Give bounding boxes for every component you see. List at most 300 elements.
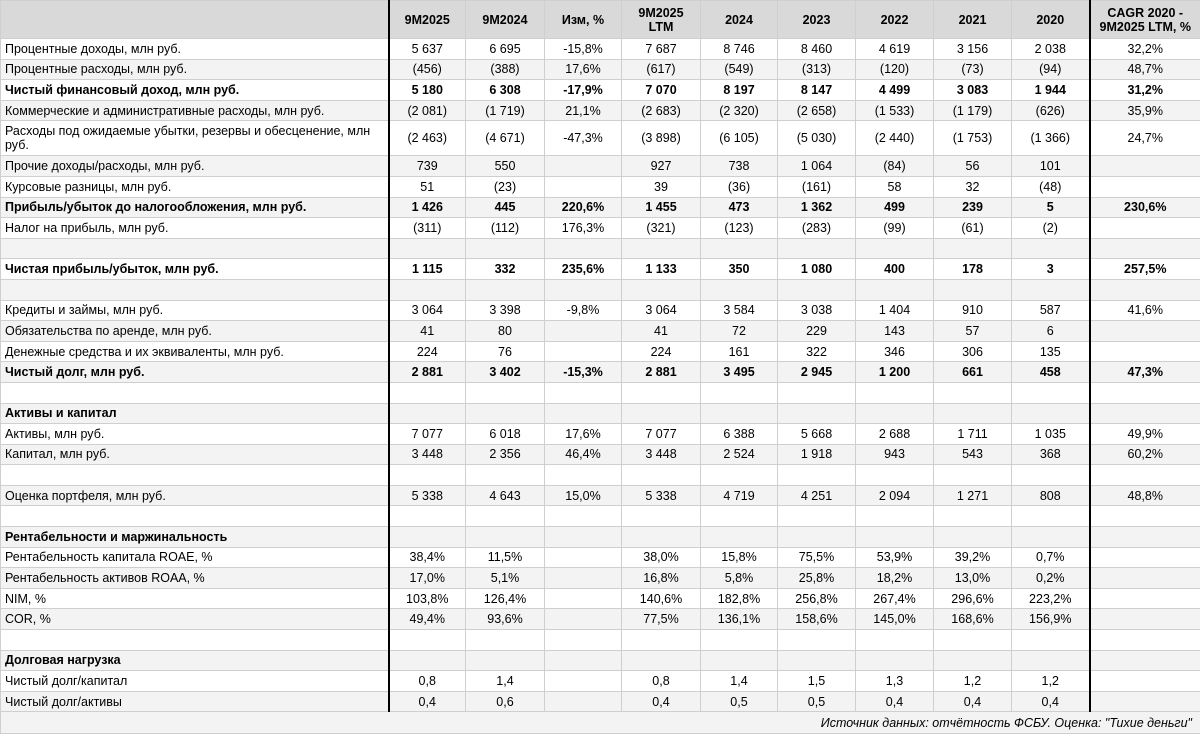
table-cell: (1 533) [856, 100, 934, 121]
table-cell: 21,1% [545, 100, 622, 121]
table-cell: 296,6% [934, 588, 1012, 609]
table-cell: 39,2% [934, 547, 1012, 568]
table-cell [1090, 156, 1200, 177]
table-cell: 473 [701, 197, 778, 218]
table-cell: 77,5% [622, 609, 701, 630]
table-cell: 4 719 [701, 485, 778, 506]
table-cell [389, 650, 466, 671]
table-cell [466, 238, 545, 259]
table-cell [545, 176, 622, 197]
table-cell: 0,4 [934, 691, 1012, 712]
table-cell: 257,5% [1090, 259, 1200, 280]
source-note: Источник данных: отчётность ФСБУ. Оценка: "Тихие деньги" [1, 712, 1200, 734]
row-label: Процентные расходы, млн руб. [1, 59, 389, 80]
table-cell: 1 271 [934, 485, 1012, 506]
table-row [1, 121, 1200, 156]
row-label [1, 506, 389, 527]
table-cell: (36) [701, 176, 778, 197]
table-cell: 35,9% [1090, 100, 1200, 121]
table-cell: 25,8% [778, 568, 856, 589]
table-cell: 145,0% [856, 609, 934, 630]
table-row [1, 609, 1200, 630]
row-label [1, 630, 389, 651]
table-cell: 3 064 [622, 300, 701, 321]
table-cell [1090, 630, 1200, 651]
table-cell: 7 077 [622, 424, 701, 445]
table-cell [1090, 671, 1200, 692]
table-row [1, 341, 1200, 362]
table-row [1, 671, 1200, 692]
table-row [1, 218, 1200, 239]
table-cell: 1,4 [466, 671, 545, 692]
table-cell: 2 524 [701, 444, 778, 465]
row-label [1, 279, 389, 300]
table-cell [1090, 609, 1200, 630]
table-cell: 0,2% [1012, 568, 1090, 589]
table-row [1, 321, 1200, 342]
table-cell [545, 156, 622, 177]
table-cell [778, 506, 856, 527]
table-cell [1090, 506, 1200, 527]
row-label: Долговая нагрузка [1, 650, 389, 671]
table-cell: 4 251 [778, 485, 856, 506]
table-cell: 445 [466, 197, 545, 218]
table-cell: 11,5% [466, 547, 545, 568]
table-cell: 57 [934, 321, 1012, 342]
table-cell [466, 506, 545, 527]
table-row [1, 100, 1200, 121]
table-cell: 1,4 [701, 671, 778, 692]
table-cell [1012, 382, 1090, 403]
table-cell: 46,4% [545, 444, 622, 465]
table-cell [389, 403, 466, 424]
row-label: Капитал, млн руб. [1, 444, 389, 465]
table-cell: (1 753) [934, 121, 1012, 156]
table-cell [622, 279, 701, 300]
table-cell [701, 465, 778, 486]
table-cell: 5 338 [389, 485, 466, 506]
table-cell: 47,3% [1090, 362, 1200, 383]
table-cell: 267,4% [856, 588, 934, 609]
table-cell: 5 668 [778, 424, 856, 445]
table-cell: 6 018 [466, 424, 545, 445]
table-cell: 458 [1012, 362, 1090, 383]
table-cell: 2 688 [856, 424, 934, 445]
table-cell: 220,6% [545, 197, 622, 218]
table-cell: 143 [856, 321, 934, 342]
table-cell: (617) [622, 59, 701, 80]
row-label: Кредиты и займы, млн руб. [1, 300, 389, 321]
table-cell: 5 338 [622, 485, 701, 506]
table-cell: 3 402 [466, 362, 545, 383]
row-label: Чистая прибыль/убыток, млн руб. [1, 259, 389, 280]
table-row [1, 547, 1200, 568]
row-label: Чистый долг/активы [1, 691, 389, 712]
table-cell: 16,8% [622, 568, 701, 589]
row-label: Прочие доходы/расходы, млн руб. [1, 156, 389, 177]
table-cell: 2 038 [1012, 39, 1090, 60]
column-header: Изм, % [545, 1, 622, 39]
table-cell: 3 584 [701, 300, 778, 321]
column-header: CAGR 2020 - 9M2025 LTM, % [1090, 1, 1200, 39]
table-cell: 56 [934, 156, 1012, 177]
table-cell [1012, 403, 1090, 424]
table-cell: 1 064 [778, 156, 856, 177]
table-cell: 49,4% [389, 609, 466, 630]
table-cell: 0,6 [466, 691, 545, 712]
table-cell [856, 630, 934, 651]
table-cell: 32 [934, 176, 1012, 197]
table-cell: (84) [856, 156, 934, 177]
table-cell [934, 527, 1012, 548]
table-row [1, 197, 1200, 218]
table-cell: 156,9% [1012, 609, 1090, 630]
table-cell: 1 035 [1012, 424, 1090, 445]
table-cell: (1 179) [934, 100, 1012, 121]
table-cell: 229 [778, 321, 856, 342]
table-cell: 176,3% [545, 218, 622, 239]
table-cell [545, 650, 622, 671]
table-cell [856, 527, 934, 548]
table-cell [545, 547, 622, 568]
table-cell [778, 279, 856, 300]
table-cell: 322 [778, 341, 856, 362]
column-header: 2021 [934, 1, 1012, 39]
table-cell: 7 070 [622, 80, 701, 101]
row-label: Курсовые разницы, млн руб. [1, 176, 389, 197]
table-cell [1090, 547, 1200, 568]
table-cell [1012, 630, 1090, 651]
table-cell: 39 [622, 176, 701, 197]
table-cell [701, 238, 778, 259]
table-cell [1012, 650, 1090, 671]
column-header: 9M2024 [466, 1, 545, 39]
table-cell: 38,0% [622, 547, 701, 568]
table-cell: (123) [701, 218, 778, 239]
table-cell [622, 506, 701, 527]
table-cell [1090, 527, 1200, 548]
table-cell [778, 403, 856, 424]
table-cell: (311) [389, 218, 466, 239]
table-cell: -17,9% [545, 80, 622, 101]
row-label [1, 465, 389, 486]
row-label: Чистый долг, млн руб. [1, 362, 389, 383]
column-header: 2024 [701, 1, 778, 39]
table-cell: 235,6% [545, 259, 622, 280]
table-cell [466, 382, 545, 403]
table-cell [1090, 691, 1200, 712]
table-cell: 239 [934, 197, 1012, 218]
table-cell: (2 320) [701, 100, 778, 121]
table-cell [1090, 341, 1200, 362]
table-cell [1090, 279, 1200, 300]
table-cell [466, 527, 545, 548]
table-cell: 0,7% [1012, 547, 1090, 568]
table-cell [545, 691, 622, 712]
table-cell [701, 527, 778, 548]
table-row [1, 279, 1200, 300]
table-cell [545, 527, 622, 548]
table-cell: 4 643 [466, 485, 545, 506]
table-cell [1012, 465, 1090, 486]
table-cell [934, 506, 1012, 527]
table-cell: 17,6% [545, 424, 622, 445]
table-cell: 0,4 [1012, 691, 1090, 712]
table-cell: 332 [466, 259, 545, 280]
table-cell: 2 881 [389, 362, 466, 383]
table-cell [545, 465, 622, 486]
header-label-cell [1, 1, 389, 39]
table-cell [545, 321, 622, 342]
table-cell: 17,0% [389, 568, 466, 589]
table-cell [545, 382, 622, 403]
table-cell [701, 506, 778, 527]
table-cell: (2 658) [778, 100, 856, 121]
table-cell: (2 683) [622, 100, 701, 121]
table-cell: 17,6% [545, 59, 622, 80]
table-cell: 158,6% [778, 609, 856, 630]
table-cell: 1 918 [778, 444, 856, 465]
table-cell [622, 527, 701, 548]
table-row [1, 506, 1200, 527]
table-cell: 135 [1012, 341, 1090, 362]
table-cell [545, 238, 622, 259]
table-cell: 41 [389, 321, 466, 342]
table-cell [856, 403, 934, 424]
table-cell [466, 279, 545, 300]
table-row [1, 382, 1200, 403]
table-cell [545, 506, 622, 527]
table-cell [1090, 588, 1200, 609]
table-cell: 41 [622, 321, 701, 342]
row-label [1, 382, 389, 403]
table-cell [1012, 238, 1090, 259]
table-cell: 943 [856, 444, 934, 465]
table-cell: (99) [856, 218, 934, 239]
table-cell: 4 619 [856, 39, 934, 60]
table-cell [1090, 382, 1200, 403]
table-cell: 5,8% [701, 568, 778, 589]
table-cell [389, 465, 466, 486]
table-cell [778, 650, 856, 671]
table-cell: -15,8% [545, 39, 622, 60]
table-cell: 3 448 [389, 444, 466, 465]
table-cell: 38,4% [389, 547, 466, 568]
table-row [1, 485, 1200, 506]
table-cell: 2 945 [778, 362, 856, 383]
table-cell [856, 382, 934, 403]
table-cell: 2 356 [466, 444, 545, 465]
table-cell [1090, 650, 1200, 671]
table-cell: (313) [778, 59, 856, 80]
table-cell: 5 [1012, 197, 1090, 218]
table-cell: 136,1% [701, 609, 778, 630]
table-row [1, 465, 1200, 486]
row-label: Обязательства по аренде, млн руб. [1, 321, 389, 342]
table-cell [1090, 568, 1200, 589]
table-row [1, 527, 1200, 548]
column-header: 2023 [778, 1, 856, 39]
table-cell: 5 180 [389, 80, 466, 101]
row-label: COR, % [1, 609, 389, 630]
table-cell: 7 687 [622, 39, 701, 60]
table-cell: 8 746 [701, 39, 778, 60]
table-cell: 0,4 [622, 691, 701, 712]
table-cell [778, 527, 856, 548]
table-cell [701, 279, 778, 300]
table-cell: 161 [701, 341, 778, 362]
table-cell: 224 [389, 341, 466, 362]
table-cell: 223,2% [1012, 588, 1090, 609]
row-label: Процентные доходы, млн руб. [1, 39, 389, 60]
table-cell: 6 [1012, 321, 1090, 342]
table-cell [545, 588, 622, 609]
table-cell: 48,8% [1090, 485, 1200, 506]
table-cell: 368 [1012, 444, 1090, 465]
table-cell: 32,2% [1090, 39, 1200, 60]
table-cell: 1 362 [778, 197, 856, 218]
table-cell: 76 [466, 341, 545, 362]
table-cell: 6 695 [466, 39, 545, 60]
table-cell [701, 382, 778, 403]
table-cell: 1 115 [389, 259, 466, 280]
row-label: Расходы под ожидаемые убытки, резервы и обесценение, млн руб. [1, 121, 389, 156]
table-cell: (2 463) [389, 121, 466, 156]
table-cell: 24,7% [1090, 121, 1200, 156]
table-cell: 256,8% [778, 588, 856, 609]
table-cell [856, 279, 934, 300]
table-cell [545, 609, 622, 630]
table-cell [389, 238, 466, 259]
table-cell: 0,4 [389, 691, 466, 712]
table-cell: 53,9% [856, 547, 934, 568]
table-cell [1090, 465, 1200, 486]
table-cell [778, 630, 856, 651]
table-cell: 178 [934, 259, 1012, 280]
table-cell: (112) [466, 218, 545, 239]
table-cell [545, 279, 622, 300]
table-cell: -47,3% [545, 121, 622, 156]
table-cell: 1 944 [1012, 80, 1090, 101]
table-cell: 1 404 [856, 300, 934, 321]
table-cell: 0,8 [622, 671, 701, 692]
column-header: 2020 [1012, 1, 1090, 39]
row-label: NIM, % [1, 588, 389, 609]
table-cell: 140,6% [622, 588, 701, 609]
table-cell [1012, 279, 1090, 300]
table-cell [622, 382, 701, 403]
table-cell: 48,7% [1090, 59, 1200, 80]
table-cell: 182,8% [701, 588, 778, 609]
table-row [1, 39, 1200, 60]
table-cell [466, 465, 545, 486]
table-cell: 738 [701, 156, 778, 177]
table-cell: 3 083 [934, 80, 1012, 101]
table-cell: 75,5% [778, 547, 856, 568]
table-row [1, 362, 1200, 383]
table-cell: 8 460 [778, 39, 856, 60]
table-cell: 1,2 [1012, 671, 1090, 692]
table-row [1, 259, 1200, 280]
table-cell [856, 465, 934, 486]
table-cell [934, 650, 1012, 671]
row-label: Прибыль/убыток до налогообложения, млн руб. [1, 197, 389, 218]
table-cell: (2 440) [856, 121, 934, 156]
table-cell: 5,1% [466, 568, 545, 589]
table-cell: (2) [1012, 218, 1090, 239]
table-cell [545, 630, 622, 651]
table-row [1, 80, 1200, 101]
table-cell: 400 [856, 259, 934, 280]
row-label: Чистый долг/капитал [1, 671, 389, 692]
table-cell [934, 465, 1012, 486]
column-header: 9M2025 LTM [622, 1, 701, 39]
table-cell [545, 568, 622, 589]
table-cell [934, 382, 1012, 403]
table-cell: 306 [934, 341, 1012, 362]
table-cell: 927 [622, 156, 701, 177]
table-cell [466, 630, 545, 651]
table-cell: (626) [1012, 100, 1090, 121]
table-cell: 15,0% [545, 485, 622, 506]
table-cell: 910 [934, 300, 1012, 321]
table-cell: (549) [701, 59, 778, 80]
table-cell: 224 [622, 341, 701, 362]
table-cell [622, 630, 701, 651]
table-cell: 739 [389, 156, 466, 177]
table-cell: 543 [934, 444, 1012, 465]
row-label: Налог на прибыль, млн руб. [1, 218, 389, 239]
table-row [1, 630, 1200, 651]
table-cell: 49,9% [1090, 424, 1200, 445]
table-cell: 587 [1012, 300, 1090, 321]
table-cell: 13,0% [934, 568, 1012, 589]
table-cell [701, 403, 778, 424]
table-cell: (161) [778, 176, 856, 197]
table-cell: 808 [1012, 485, 1090, 506]
table-cell [856, 506, 934, 527]
table-cell [1012, 506, 1090, 527]
table-cell: (73) [934, 59, 1012, 80]
table-cell [622, 465, 701, 486]
table-cell [856, 650, 934, 671]
table-cell [1012, 527, 1090, 548]
table-cell: 1 711 [934, 424, 1012, 445]
table-cell: 1 133 [622, 259, 701, 280]
table-cell: 350 [701, 259, 778, 280]
table-cell: 3 [1012, 259, 1090, 280]
table-cell: 1,3 [856, 671, 934, 692]
table-cell [778, 382, 856, 403]
table-cell: (456) [389, 59, 466, 80]
table-cell: (3 898) [622, 121, 701, 156]
table-cell [389, 382, 466, 403]
table-cell: 5 637 [389, 39, 466, 60]
table-cell [1090, 403, 1200, 424]
table-row [1, 568, 1200, 589]
row-label: Рентабельности и маржинальность [1, 527, 389, 548]
table-cell: 8 197 [701, 80, 778, 101]
table-cell: 230,6% [1090, 197, 1200, 218]
table-cell [389, 527, 466, 548]
table-cell: (2 081) [389, 100, 466, 121]
table-cell: 1 426 [389, 197, 466, 218]
table-cell: 15,8% [701, 547, 778, 568]
table-cell: 1,2 [934, 671, 1012, 692]
table-cell: 6 308 [466, 80, 545, 101]
row-label: Коммерческие и административные расходы, млн руб. [1, 100, 389, 121]
row-label [1, 238, 389, 259]
